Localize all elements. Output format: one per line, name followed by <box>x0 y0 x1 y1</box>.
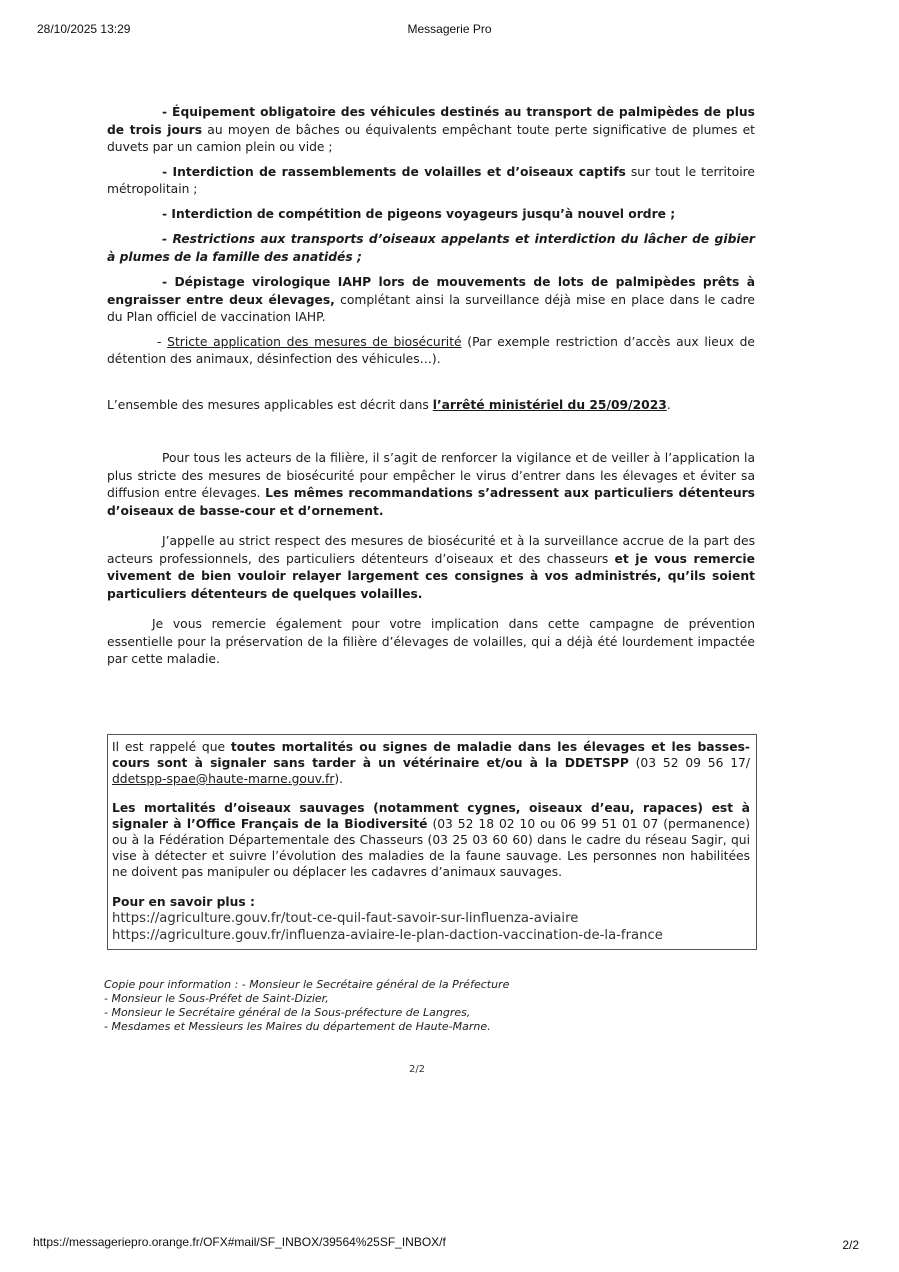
appeal-paragraph <box>107 533 755 603</box>
bullet-bold: - Dépistage virologique IAHP lors de mouvements de lots de palmipèdes prêts à engraisser entre deux élevages, <box>107 275 755 307</box>
thanks-paragraph <box>107 616 755 669</box>
arrete-link[interactable]: l’arrêté ministériel du 25/09/2023 <box>432 397 667 412</box>
influenza-info-link[interactable]: https://agriculture.gouv.fr/tout-ce-quil-faut-savoir-sur-linfluenza-aviaire <box>112 911 579 926</box>
bullet-biosecurity <box>107 334 755 369</box>
more-info-title: Pour en savoir plus : <box>112 895 255 909</box>
bullet-dash: - <box>157 334 168 349</box>
bullet-virological-screening <box>107 274 755 327</box>
vigilance-paragraph <box>107 450 755 520</box>
bullet-transport-restrictions <box>107 231 755 266</box>
box-bold: Les mortalités d’oiseaux sauvages (notamment cygnes, oiseaux d’eau, rapaces) est à signaler à l’Office Français de la Biodiversité <box>112 801 750 831</box>
bullet-bold-italic: - Restrictions aux transports d’oiseaux appelants et interdiction du lâcher de gibier à plumes de la famille des anatidés ; <box>107 232 755 264</box>
box-text: (03 52 18 02 10 ou 06 99 51 01 07 (permanence) ou à la Fédération Départementale des Chasseurs (03 25 03 60 60) dans le cadre du réseau Sagir, qui vise à détecter et suivre l’évolution des maladies de la faune sauvage. Les personnes non habilitées ne doivent pas manipuler ou déplacer les cadavres d’animaux sauvages. <box>112 817 750 879</box>
bullet-text: (Par exemple restriction d’accès aux lieux de détention des animaux, désinfection des véhicules…). <box>107 334 755 366</box>
reminder-box <box>107 734 757 950</box>
copy-line: Copie pour information : - Monsieur le Secrétaire général de la Préfecture <box>104 978 510 991</box>
print-date: 28/10/2025 13:29 <box>37 22 131 36</box>
arrete-paragraph <box>107 397 755 415</box>
bullet-gathering-ban <box>107 164 755 199</box>
bullet-bold: - Interdiction de compétition de pigeons voyageurs jusqu’à nouvel ordre ; <box>162 206 676 221</box>
biosecurity-link[interactable]: Stricte application des mesures de biosécurité <box>167 334 462 349</box>
box-bold: toutes mortalités ou signes de maladie dans les élevages et les basses-cours sont à signaler sans tarder à un vétérinaire et/ou à la DDETSPP <box>112 740 751 770</box>
page-number: 2/2 <box>408 1064 426 1075</box>
arrete-text: L’ensemble des mesures applicables est décrit dans <box>107 397 433 412</box>
box-reporting-paragraph <box>112 739 750 787</box>
paragraph-text: Pour tous les acteurs de la filière, il s’agit de renforcer la vigilance et de veiller à l’application la plus stricte des mesures de biosécurité pour empêcher le virus d’entrer dans les élevages et éviter sa diffusion entre élevages. <box>107 451 755 500</box>
bullet-bold: - Interdiction de rassemblements de volailles et d’oiseaux captifs <box>162 164 626 179</box>
bullet-text: sur tout le territoire métropolitain ; <box>107 164 755 196</box>
box-text: Il est rappelé que <box>112 740 231 754</box>
box-wildlife-paragraph <box>112 800 750 880</box>
print-title: Messagerie Pro <box>407 22 492 36</box>
footer-url: https://messageriepro.orange.fr/OFX#mail/SF_INBOX/39564%25SF_INBOX/f <box>33 1235 446 1249</box>
copy-recipients <box>104 978 509 1034</box>
ddetspp-email-link[interactable]: ddetspp-spae@haute-marne.gouv.fr <box>112 772 335 786</box>
box-text: ). <box>334 772 344 786</box>
paragraph-text: J’appelle au strict respect des mesures de biosécurité et à la surveillance accrue de la part des acteurs professionnels, des particuliers détenteurs d’oiseaux et des chasseurs <box>107 534 755 566</box>
bullet-text: au moyen de bâches ou équivalents empêchant toute perte significative de plumes et duvets par un camion plein ou vide ; <box>107 122 755 154</box>
bullet-vehicle-equipment <box>107 104 755 157</box>
footer-page-count: 2/2 <box>842 1238 859 1252</box>
copy-line: - Monsieur le Sous-Préfet de Saint-Dizier, <box>104 992 329 1005</box>
paragraph-bold: et je vous remercie vivement de bien vouloir relayer largement ces consignes à vos administrés, qu’ils soient particuliers détenteurs de quelques volailles. <box>107 551 755 601</box>
copy-line: - Monsieur le Secrétaire général de la Sous-préfecture de Langres, <box>104 1006 471 1019</box>
paragraph-text: Je vous remercie également pour votre implication dans cette campagne de prévention essentielle pour la préservation de la filière d’élevages de volailles, qui a déjà été lourdement impactée par cette maladie. <box>107 617 755 666</box>
copy-line: - Mesdames et Messieurs les Maires du département de Haute-Marne. <box>104 1020 491 1033</box>
bullet-bold: - Équipement obligatoire des véhicules destinés au transport de palmipèdes de plus de trois jours <box>107 105 755 137</box>
bullet-text: complétant ainsi la surveillance déjà mise en place dans le cadre du Plan officiel de vaccination IAHP. <box>107 292 755 324</box>
bullet-pigeon-ban <box>107 206 755 224</box>
box-text: (03 52 09 56 17/ <box>628 756 750 770</box>
letter-body <box>107 104 755 669</box>
vaccination-plan-link[interactable]: https://agriculture.gouv.fr/influenza-aviaire-le-plan-daction-vaccination-de-la-france <box>112 928 663 943</box>
arrete-end: . <box>666 397 671 412</box>
paragraph-bold: Les mêmes recommandations s’adressent aux particuliers détenteurs d’oiseaux de basse-cour et d’ornement. <box>107 486 755 518</box>
